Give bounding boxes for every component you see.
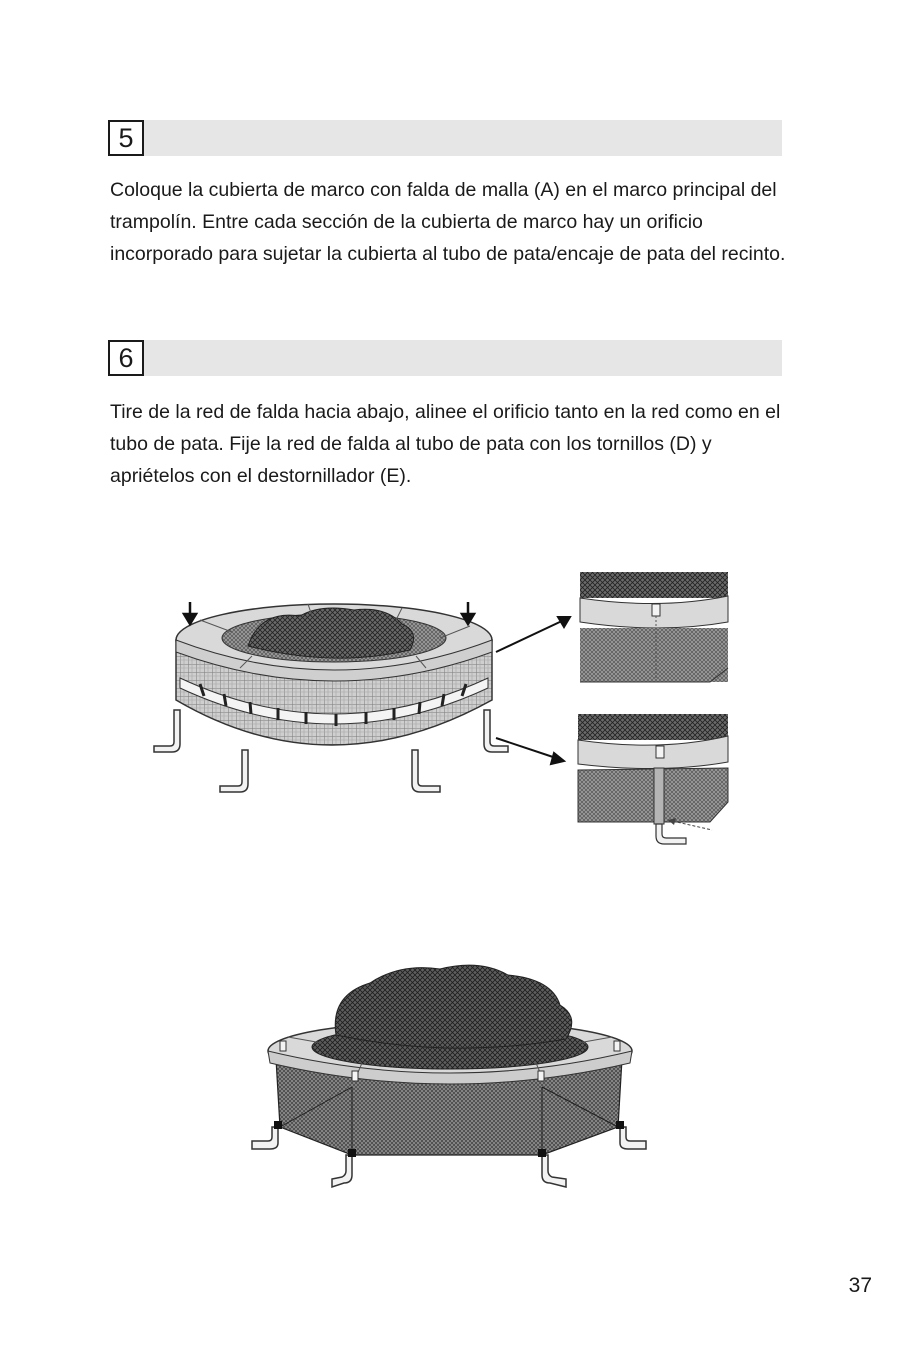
step-5-text: Coloque la cubierta de marco con falda de malla (A) en el marco principal del trampolín. Entre cada sección de la cubierta de marco hay un orificio incorporado para sujetar la cubierta al tubo de pata/encaje de pata del recinto. [110,179,786,265]
step-6-number: 6 [108,340,144,376]
detail-view-frame-cover [580,572,728,682]
page-number: 37 [848,1274,872,1297]
step-5-number: 5 [108,120,144,156]
trampoline-assembled-illustration [240,955,660,1195]
step-6-header [108,340,782,376]
detail-view-leg-attachment [578,714,728,844]
step-6-text: Tire de la red de falda hacia abajo, alinee el orificio tanto en la red como en el tubo de pata. Fije la red de falda al tubo de pata con los tornillos (D) y apriételos con el destornillador (E). [110,401,781,487]
pointer-arrow-icon [496,617,570,764]
step-5-header [108,120,782,156]
trampoline-skirt-illustration [140,560,740,850]
